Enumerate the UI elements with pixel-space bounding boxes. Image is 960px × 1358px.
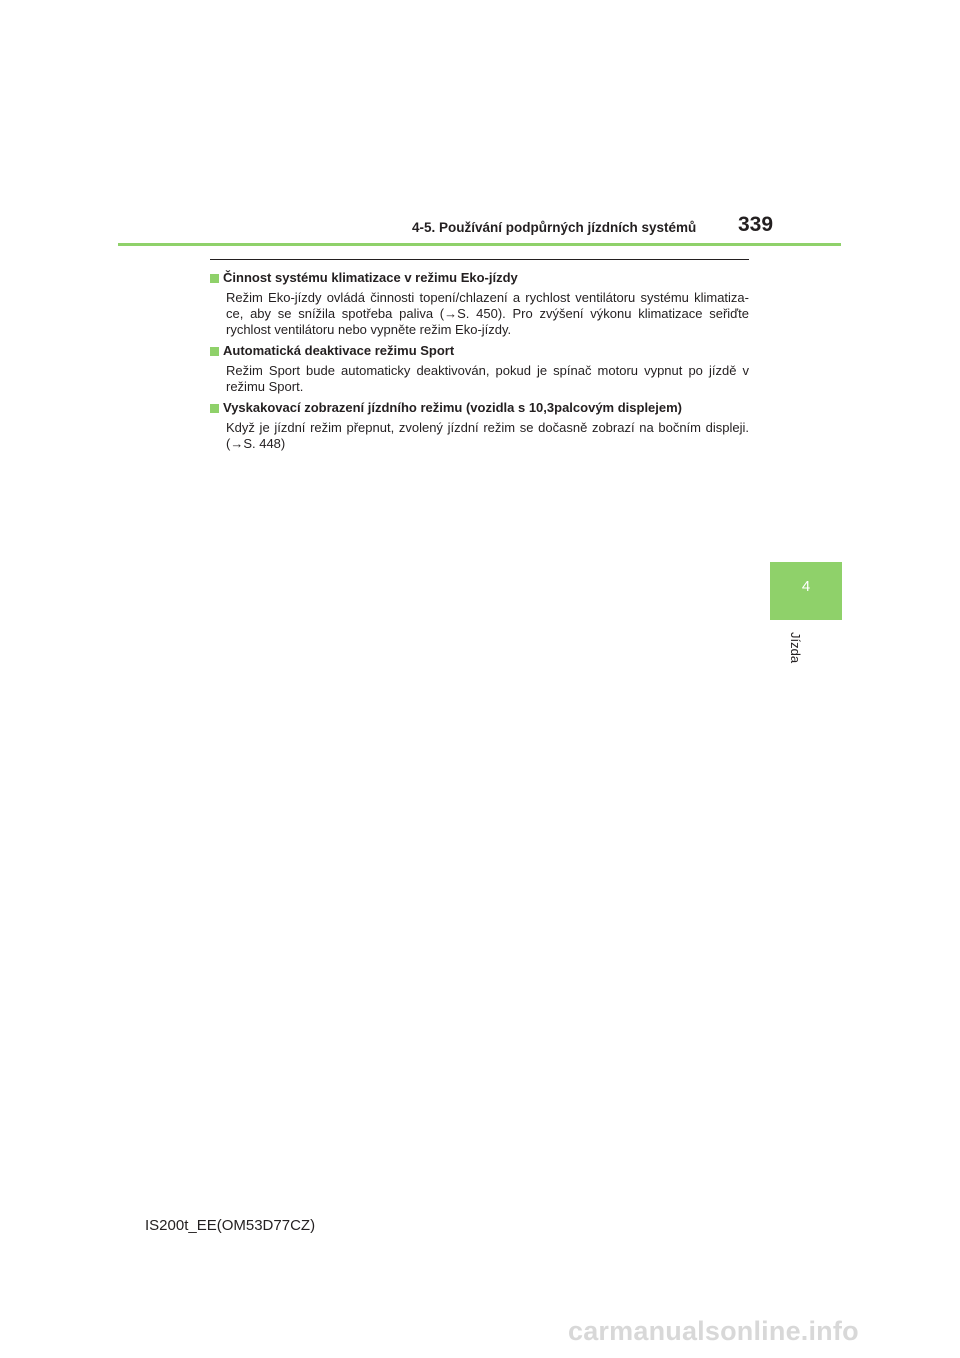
chapter-label: Jízda [788,632,803,664]
content-body [210,269,749,456]
square-bullet-icon [210,274,219,283]
header-divider [118,243,841,246]
chapter-tab[interactable] [770,562,842,620]
list-item [210,269,749,338]
list-item [210,399,749,452]
square-bullet-icon [210,404,219,413]
document-code: IS200t_EE(OM53D77CZ) [145,1217,316,1234]
item-title [210,269,749,287]
item-title [210,399,749,417]
watermark: carmanualsonline.info [568,1316,859,1346]
item-title-text: Automatická deaktivace režimu Sport [223,343,455,358]
square-bullet-icon [210,347,219,356]
item-body: Když je jízdní režim přepnut, zvolený jízdní režim se dočasně zobrazí na bočním displeji. (→S. 448) [226,420,749,451]
page-number: 339 [738,213,774,236]
item-title [210,342,749,360]
item-body: Režim Sport bude automaticky deaktivován, pokud je spínač motoru vypnut po jízdě v režimu Sport. [226,363,749,394]
section-title: 4-5. Používání podpůrných jízdních systémů [412,220,697,235]
list-item [210,342,749,395]
item-title-text: Vyskakovací zobrazení jízdního režimu (vozidla s 10,3palcovým displejem) [223,400,683,415]
chapter-number: 4 [801,578,811,595]
content-divider [210,259,749,260]
item-title-text: Činnost systému klimatizace v režimu Eko-jízdy [223,270,518,285]
item-body: Režim Eko-jízdy ovládá činnosti topení/chlazení a rychlost ventilátoru systému klimatiza-ce, aby se snížila spotřeba paliva (→S. 450). Pro zvýšení výkonu klimatizace seřiďte rychlost ventilátoru nebo vypněte režim Eko-jízdy. [226,290,749,337]
